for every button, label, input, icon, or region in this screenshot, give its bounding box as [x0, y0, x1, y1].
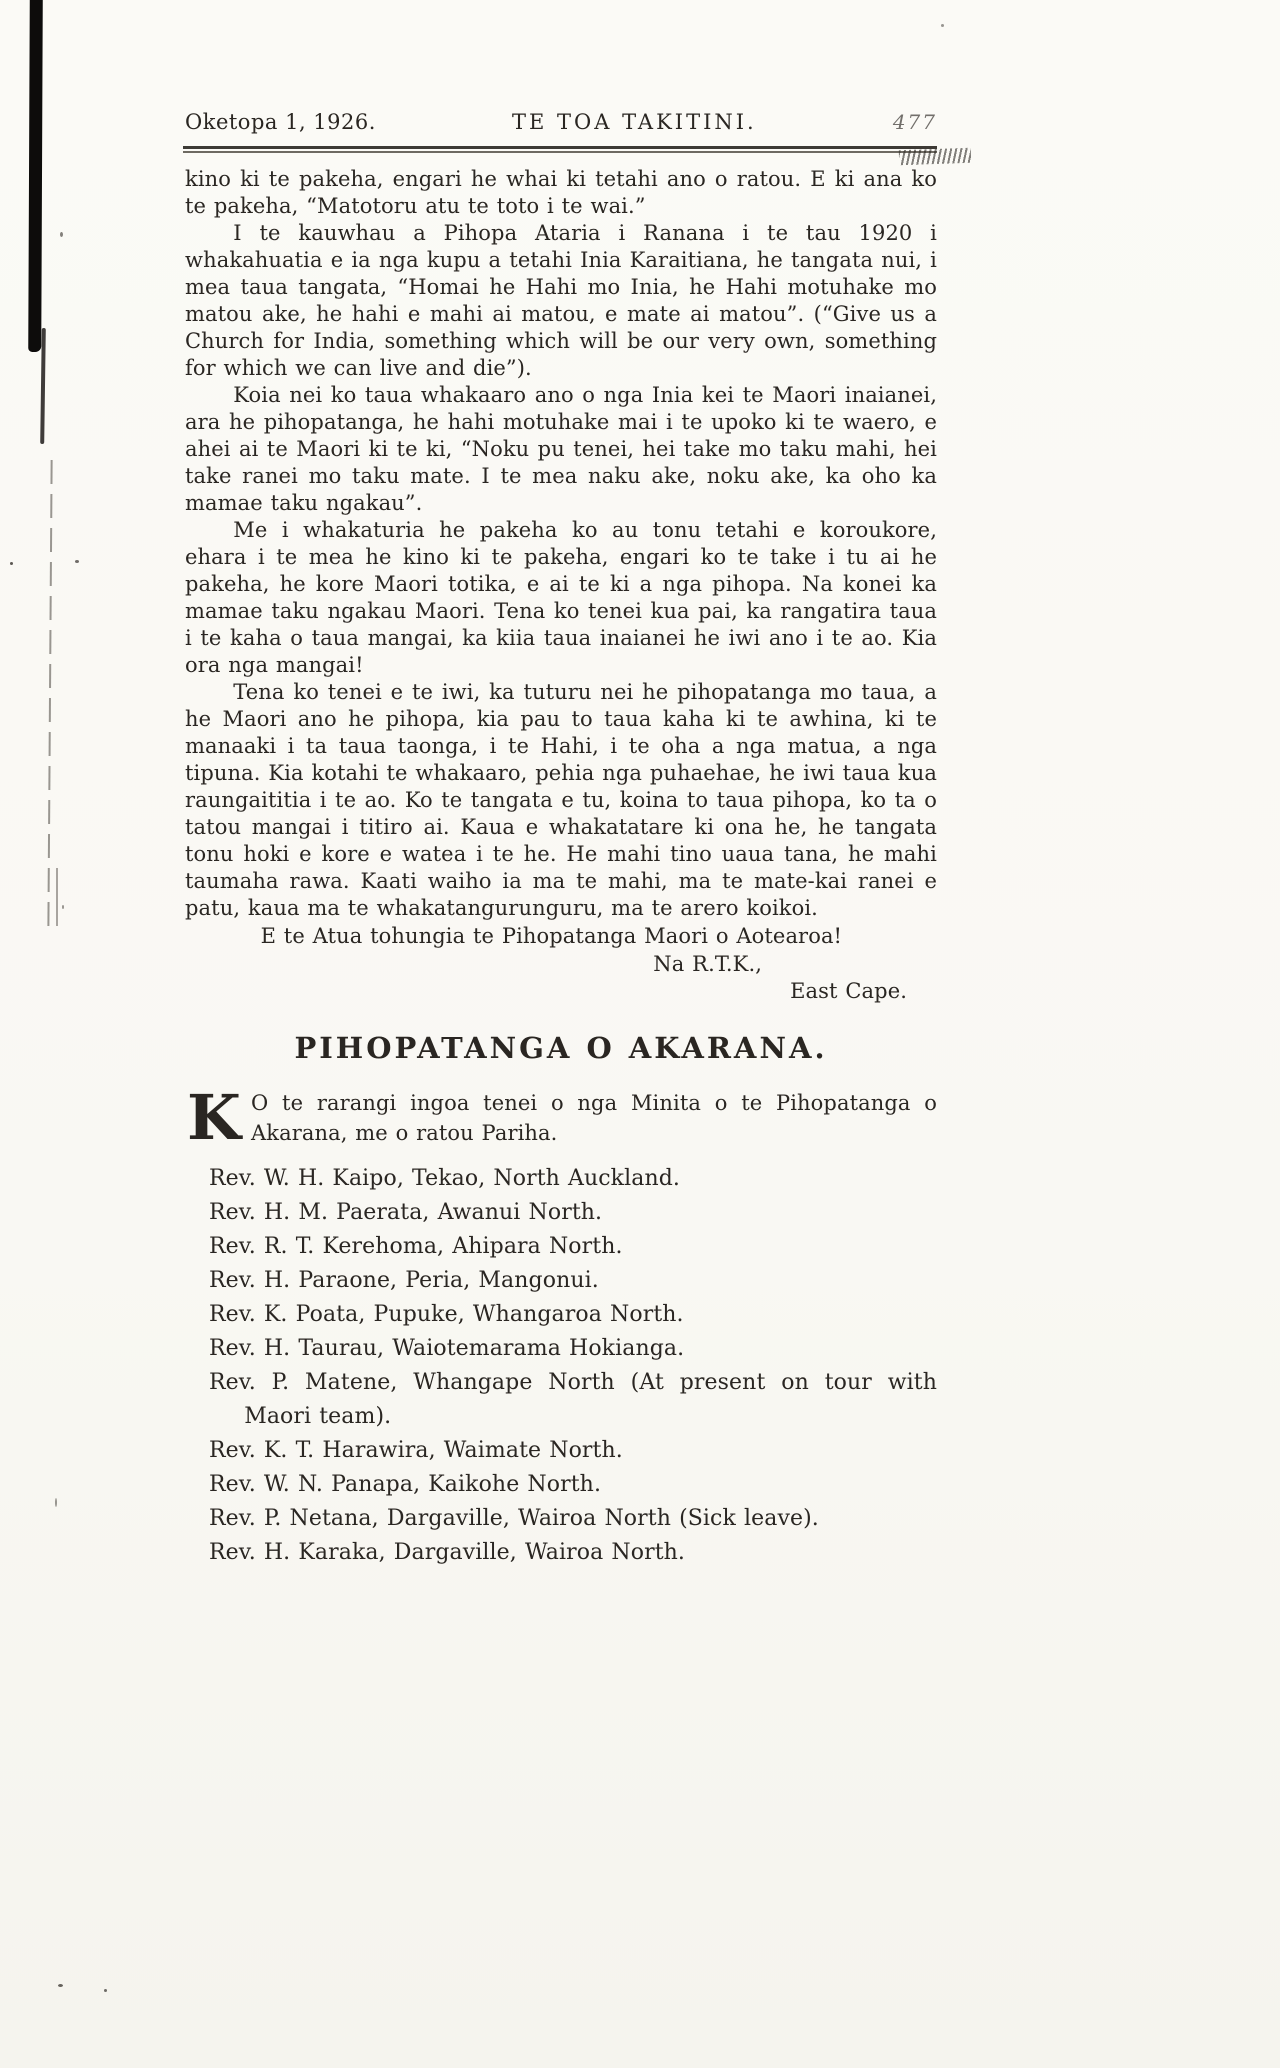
body-paragraph: I te kauwhau a Pihopa Ataria i Ranana i te tau 1920 i whakahuatia e ia nga kupu a tetahi Inia Karaitiana, he tangata nui, i mea taua tangata, “Homai he Hahi mo Inia, he Hahi motuhake mo matou ake, he hahi e mahi ai matou, e mate ai matou”. (“Give us a Church for India, something which will be our very own, something for which we can live and die”).	[185, 221, 937, 380]
publication-title: TE TOA TAKITINI.	[512, 110, 757, 134]
masthead-rule	[183, 146, 937, 153]
page-number: 477	[892, 110, 937, 134]
issue-date: Oketopa 1, 1926.	[185, 110, 376, 134]
ink-speck	[75, 560, 79, 563]
minister-row: Rev. W. H. Kaipo, Tekao, North Auckland.	[209, 1166, 681, 1191]
ink-speck	[60, 232, 63, 237]
binding-edge-artifact	[28, 0, 43, 352]
masthead	[185, 110, 937, 134]
ink-speck	[58, 1984, 63, 1987]
article-body	[185, 166, 937, 1570]
ink-speck	[55, 1498, 57, 1507]
ink-speck	[62, 905, 64, 909]
binding-edge-artifact-tail	[40, 328, 46, 444]
ink-speck	[104, 1989, 107, 1992]
signature-name: Na R.T.K.,	[653, 952, 762, 976]
masthead-rule-smudge	[899, 148, 971, 166]
binding-tick-artifact	[56, 868, 58, 926]
minister-row: Rev. K. T. Harawira, Waimate North.	[209, 1438, 623, 1463]
section-intro-text: O te rarangi ingoa tenei o nga Minita o te Pihopatanga o Akarana, me o ratou Pariha.	[251, 1091, 937, 1145]
minister-row: Rev. W. N. Panapa, Kaikohe North.	[209, 1472, 602, 1497]
ink-speck	[10, 562, 13, 565]
section-intro	[185, 1081, 937, 1154]
ministers-list	[185, 1162, 937, 1570]
ink-speck	[941, 24, 944, 27]
binding-line-artifact	[47, 460, 52, 930]
minister-row: Rev. H. Paraone, Peria, Mangonui.	[209, 1268, 599, 1293]
minister-row: Rev. H. Karaka, Dargaville, Wairoa North.	[209, 1540, 686, 1565]
prayer-line: E te Atua tohungia te Pihopatanga Maori o Aotearoa!	[260, 924, 843, 948]
drop-cap-letter: K	[187, 1081, 241, 1154]
signature-place: East Cape.	[790, 979, 907, 1003]
minister-row: Rev. H. Taurau, Waiotemarama Hokianga.	[209, 1336, 685, 1361]
minister-row: Rev. K. Poata, Pupuke, Whangaroa North.	[209, 1302, 684, 1327]
minister-row: Rev. H. M. Paerata, Awanui North.	[209, 1200, 603, 1225]
body-paragraph: kino ki te pakeha, engari he whai ki tetahi ano o ratou. E ki ana ko te pakeha, “Matotoru atu te toto i te wai.”	[185, 167, 937, 218]
body-paragraph: Me i whakaturia he pakeha ko au tonu tetahi e koroukore, ehara i te mea he kino ki te pakeha, engari ko te take i tu ai he pakeha, he kore Maori totika, e ai te ki a nga pihopa. Na konei ka mamae taku ngakau Maori. Tena ko tenei kua pai, ka rangatira taua i te kaha o taua mangai, ka kiia taua inaianei he iwi ano i te ao. Kia ora nga mangai!	[185, 518, 937, 677]
minister-row: Rev. R. T. Kerehoma, Ahipara North.	[209, 1234, 623, 1259]
minister-row: Rev. P. Matene, Whangape North (At present on tour with Maori team).	[209, 1370, 937, 1429]
body-paragraph: Koia nei ko taua whakaaro ano o nga Inia kei te Maori inaianei, ara he pihopatanga, he hahi motuhake mai i te upoko ki te waero, e ahei ai te Maori ki te ki, “Noku pu tenei, hei take mo taku mahi, hei take ranei mo taku mate. I te mea naku ake, noku ake, ka oho ka mamae taku ngakau”.	[185, 383, 937, 515]
body-paragraph: Tena ko tenei e te iwi, ka tuturu nei he pihopatanga mo taua, a he Maori ano he pihopa, kia pau to taua kaha ki te awhina, ki te manaaki i ta taua taonga, i te Hahi, i te oha a nga matua, a nga tipuna. Kia kotahi te whakaaro, pehia nga puhaehae, he iwi taua kua raungaititia i te ao. Ko te tangata e tu, koina to taua pihopa, ko ta o tatou mangai i titiro ai. Kaua e whakatatare ki ona he, he tangata tonu hoki e kore e watea i te he. He mahi tino uaua tana, he mahi taumaha rawa. Kaati waiho ia ma te mahi, ma te mate-kai ranei e patu, kaua ma te whakatangurunguru, ma te arero koikoi.	[185, 680, 937, 920]
section-heading: PIHOPATANGA O AKARANA.	[294, 1031, 828, 1065]
minister-row: Rev. P. Netana, Dargaville, Wairoa North (Sick leave).	[209, 1506, 819, 1531]
